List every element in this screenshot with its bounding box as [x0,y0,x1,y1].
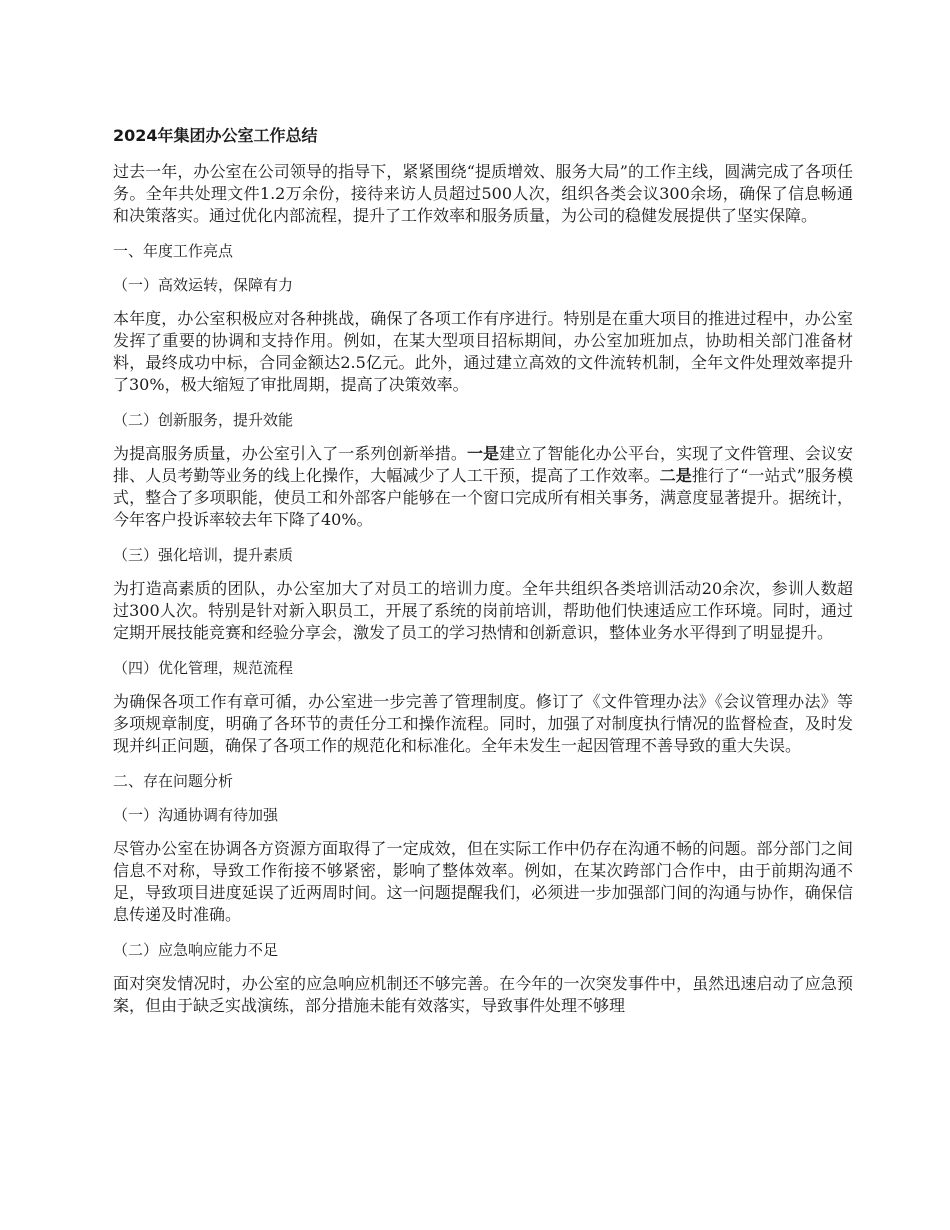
section-1-sub-3-paragraph: 为打造高素质的团队，办公室加大了对员工的培训力度。全年共组织各类培训活动20余次，参训人数超过300人次。特别是针对新入职员工，开展了系统的岗前培训，帮助他们快速适应工作环境。同时，通过定期开展技能竞赛和经验分享会，激发了员工的学习热情和创新意识，整体业务水平得到了明显提升。 [113,579,853,642]
section-1-sub-2-paragraph [113,443,853,531]
section-1-heading: 一、年度工作亮点 [113,242,234,260]
section-1-sub-3-heading: （三）强化培训，提升素质 [113,546,294,564]
section-2-sub-1-paragraph: 尽管办公室在协调各方资源方面取得了一定成效，但在实际工作中仍存在沟通不畅的问题。部分部门之间信息不对称，导致工作衔接不够紧密，影响了整体效率。例如，在某次跨部门合作中，由于前期沟通不足，导致项目进度延误了近两周时间。这一问题提醒我们，必须进一步加强部门间的沟通与协作，确保信息传递及时准确。 [113,839,853,924]
section-2-sub-2-paragraph: 面对突发情况时，办公室的应急响应机制还不够完善。在今年的一次突发事件中，虽然迅速启动了应急预案，但由于缺乏实战演练，部分措施未能有效落实，导致事件处理不够理 [113,974,853,1015]
section-1-sub-4-heading: （四）优化管理，规范流程 [113,659,294,677]
sub-2-text-b: 建立了智能化办公平台，实现了文件管理、会议安排、人员考勤等业务的线上化操作，大幅减少了人工干预，提高了工作效率。 [113,444,853,485]
section-2-heading: 二、存在问题分析 [113,772,234,790]
section-1-sub-1-heading: （一）高效运转，保障有力 [113,276,294,294]
sub-2-bold-b: 二是 [659,466,692,485]
section-1-sub-2-heading: （二）创新服务，提升效能 [113,411,294,429]
document-page [113,124,853,1030]
document-title: 2024年集团办公室工作总结 [113,126,318,145]
sub-2-bold-a: 一是 [466,444,500,463]
section-1-sub-1-paragraph: 本年度，办公室积极应对各种挑战，确保了各项工作有序进行。特别是在重大项目的推进过程中，办公室发挥了重要的协调和支持作用。例如，在某大型项目招标期间，办公室加班加点，协助相关部门准备材料，最终成功中标，合同金额达2.5亿元。此外，通过建立高效的文件流转机制，全年文件处理效率提升了30%，极大缩短了审批周期，提高了决策效率。 [113,309,853,394]
sub-2-text-c: 推行了“一站式”服务模式，整合了多项职能，使员工和外部客户能够在一个窗口完成所有相关事务，满意度显著提升。据统计，今年客户投诉率较去年下降了40%。 [113,466,853,529]
section-2-sub-2-heading: （二）应急响应能力不足 [113,941,279,959]
section-2-sub-1-heading: （一）沟通协调有待加强 [113,806,279,824]
section-1-sub-4-paragraph: 为确保各项工作有章可循，办公室进一步完善了管理制度。修订了《文件管理办法》《会议管理办法》等多项规章制度，明确了各环节的责任分工和操作流程。同时，加强了对制度执行情况的监督检查，及时发现并纠正问题，确保了各项工作的规范化和标准化。全年未发生一起因管理不善导致的重大失误。 [113,692,853,755]
sub-2-text-a: 为提高服务质量，办公室引入了一系列创新举措。 [113,444,467,463]
intro-paragraph: 过去一年，办公室在公司领导的指导下，紧紧围绕“提质增效、服务大局”的工作主线，圆满完成了各项任务。全年共处理文件1.2万余份，接待来访人员超过500人次，组织各类会议300余场，确保了信息畅通和决策落实。通过优化内部流程，提升了工作效率和服务质量，为公司的稳健发展提供了坚实保障。 [113,162,853,225]
